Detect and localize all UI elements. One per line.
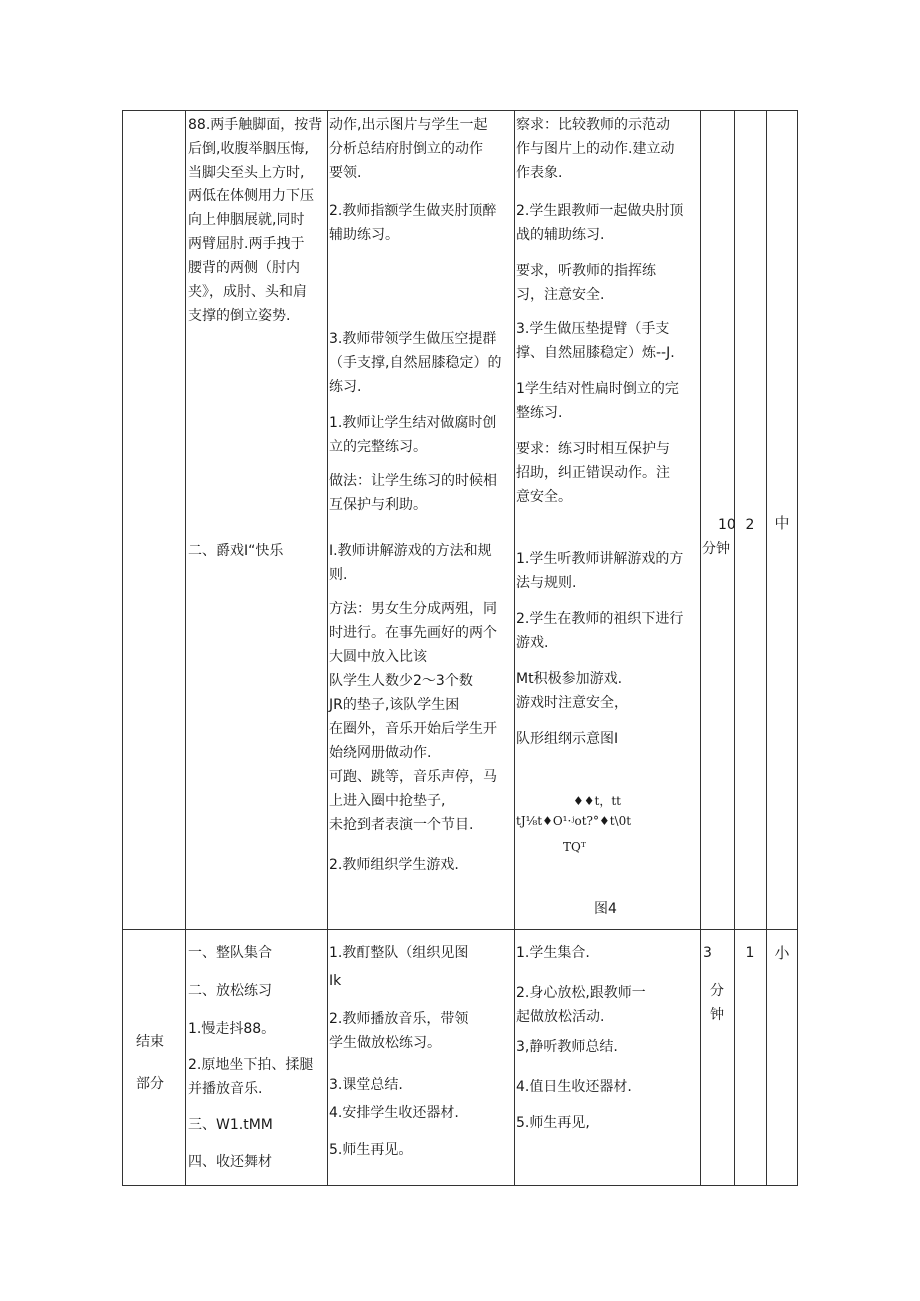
content-line: 三、W1.tMM: [188, 1117, 273, 1133]
teacher-line: 3.课堂总结.: [329, 1077, 403, 1093]
part-label: 部分: [136, 1076, 164, 1092]
intensity-level: 中: [774, 514, 790, 532]
teacher-line: 队学生人数少2～3个数: [329, 673, 473, 689]
teacher-line: 方法：男女生分成两殂，同: [329, 601, 497, 617]
teacher-line: 4.安排学生收还器材.: [329, 1105, 459, 1121]
col-divider: [185, 110, 186, 1186]
student-line: 1.学生集合.: [516, 945, 590, 961]
student-line: 察求：比较教师的示范动: [516, 117, 670, 133]
content-line: 88.两手触脚面，按背: [188, 117, 323, 133]
student-line: 习，注意安全.: [516, 287, 605, 303]
content-line: 腰背的两侧（肘内: [188, 260, 300, 276]
student-line: 起做放松活动.: [516, 1009, 605, 1025]
teacher-line: 在圈外，音乐开始后学生开: [329, 721, 497, 737]
teacher-line: 则.: [329, 567, 348, 583]
teacher-line: 可跑、跳等，音乐声停，马: [329, 769, 497, 785]
col-divider: [734, 110, 735, 1186]
content-line: 两低在体侧用力下压: [188, 188, 314, 204]
student-line: 招助，纠正错误动作。注: [516, 465, 670, 481]
student-line: 要求：练习时相互保护与: [516, 441, 670, 457]
formation-diagram-row: ♦♦t，tt: [573, 794, 621, 808]
teacher-line: 时进行。在事先画好的两个: [329, 625, 497, 641]
repetition-count: 2: [745, 517, 755, 533]
teacher-line: I.教师讲解游戏的方法和规: [329, 543, 492, 559]
teacher-line: 1.教师让学生结对做腐时创: [329, 415, 497, 431]
time-value: 10: [718, 517, 736, 533]
student-line: 战的辅助练习.: [516, 227, 605, 243]
student-line: 5.师生再见,: [516, 1115, 590, 1131]
row-divider: [122, 929, 798, 930]
teacher-line: 5.师生再见。: [329, 1142, 413, 1158]
time-unit: 钟: [710, 1007, 724, 1023]
content-line: 二、放松练习: [188, 983, 272, 999]
content-line: 并播放音乐.: [188, 1081, 263, 1097]
content-line: 当脚尖至头上方时,: [188, 165, 305, 181]
teacher-line: 始绕网册做动作.: [329, 745, 432, 761]
col-divider: [514, 110, 515, 1186]
teacher-line: 做法：让学生练习的时候相: [329, 473, 497, 489]
teacher-line: 互保护与利助。: [329, 497, 427, 513]
content-line: 1.慢走抖88。: [188, 1021, 276, 1037]
time-unit: 分钟: [702, 541, 730, 557]
col-divider: [327, 110, 328, 1186]
figure-caption: 图4: [594, 901, 617, 917]
teacher-line: 练习.: [329, 379, 362, 395]
student-line: 队形组纲示意图I: [516, 731, 619, 747]
formation-diagram-row: tJ⅛t♦O¹·ʲot?°♦t\0t: [516, 814, 632, 828]
teacher-line: 未抢到者表演一个节目.: [329, 817, 474, 833]
teacher-line: 2.教师组织学生游戏.: [329, 857, 459, 873]
student-line: 要求，听教师的指挥练: [516, 263, 656, 279]
time-unit: 分: [710, 983, 724, 999]
student-line: Mt积极参加游戏.: [516, 671, 623, 687]
teacher-line: 大圆中放入比该: [329, 649, 427, 665]
intensity-level: 小: [774, 944, 790, 962]
content-line: 2.原地坐下拍、揉腿: [188, 1057, 314, 1073]
content-line: 向上伸胭展就,同时: [188, 212, 305, 228]
teacher-line: 2.教师指额学生做夹肘顶醉: [329, 203, 497, 219]
teacher-line: 2.教师播放音乐，带领: [329, 1011, 469, 1027]
student-line: 3.学生做压垫提臂（手支: [516, 321, 670, 337]
teacher-line: 辅助练习。: [329, 227, 399, 243]
teacher-line: 3.教师带领学生做压空提群: [329, 331, 497, 347]
teacher-line: Ik: [329, 973, 342, 989]
teacher-line: 动作,出示图片与学生一起: [329, 117, 488, 133]
content-line: 夹》，成肘、头和肩: [188, 284, 307, 300]
student-line: 2.学生跟教师一起做央肘顶: [516, 203, 684, 219]
content-line: 一、整队集合: [188, 945, 272, 961]
col-divider: [766, 110, 767, 1186]
student-line: 作表象.: [516, 165, 563, 181]
student-line: 3,静听教师总结.: [516, 1039, 618, 1055]
student-line: 作与图片上的动作.建立动: [516, 141, 675, 157]
student-line: 4.值日生收还器材.: [516, 1079, 632, 1095]
student-line: 2.身心放松,跟教师一: [516, 985, 646, 1001]
part-label: 结束: [136, 1034, 164, 1050]
content-line: 两臂屈肘.两手拽于: [188, 236, 305, 252]
repetition-count: 1: [745, 945, 755, 961]
student-line: 撑、自然屈膝稳定）炼--J.: [516, 345, 675, 361]
student-line: 2.学生在教师的祖织下进行: [516, 611, 684, 627]
teacher-line: （手支撑,自然屈膝稳定）的: [329, 355, 502, 371]
teacher-line: 1.教酊整队（组织见图: [329, 945, 469, 961]
teacher-line: 上进入圈中抢垫子,: [329, 793, 446, 809]
formation-diagram-row: TQᵀ: [563, 840, 586, 854]
student-line: 法与规则.: [516, 575, 577, 591]
teacher-line: 学生做放松练习。: [329, 1035, 441, 1051]
content-line: 二、爵戏I“快乐: [188, 543, 284, 559]
teacher-line: JR的垫子,该队学生困: [329, 697, 460, 713]
student-line: 游戏时注意安全，: [516, 695, 628, 711]
student-line: 游戏.: [516, 635, 549, 651]
content-line: 后倒,收腹举胭压悔,: [188, 141, 309, 157]
content-line: 支撑的倒立姿势.: [188, 308, 291, 324]
col-divider: [700, 110, 701, 1186]
student-line: 意安全。: [516, 489, 572, 505]
teacher-line: 分析总结府肘倒立的动作: [329, 141, 483, 157]
teacher-line: 立的完整练习。: [329, 439, 427, 455]
teacher-line: 要领.: [329, 165, 362, 181]
time-value: 3: [703, 945, 712, 961]
content-line: 四、收还舞材: [188, 1154, 272, 1170]
student-line: 1学生结对性扁时倒立的完: [516, 381, 679, 397]
student-line: 整练习.: [516, 405, 563, 421]
student-line: 1.学生听教师讲解游戏的方: [516, 551, 684, 567]
